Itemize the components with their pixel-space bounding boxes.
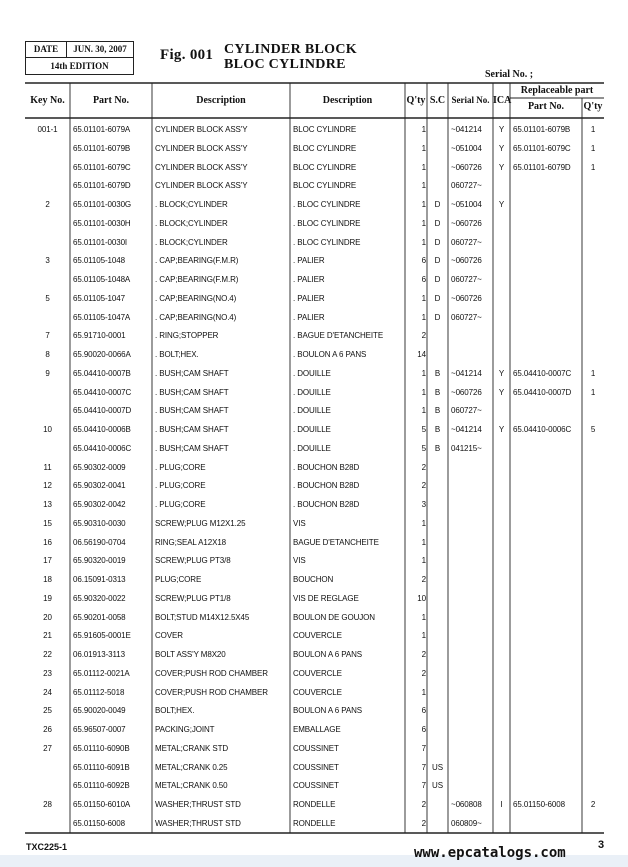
col-rep-qty: Q'ty xyxy=(583,101,603,112)
part-no-cell: 65.01112-5018 xyxy=(73,687,125,697)
qty-cell: 7 xyxy=(421,762,426,772)
description-en-cell: METAL;CRANK 0.25 xyxy=(155,762,228,772)
sc-cell: B xyxy=(434,368,441,378)
description-en-cell: . BLOCK;CYLINDER xyxy=(155,237,228,247)
replaceable-part-no-cell: 65.04410-0006C xyxy=(513,425,572,434)
sc-cell: D xyxy=(434,218,441,228)
edition-label: 14th EDITION xyxy=(50,61,109,71)
qty-cell: 6 xyxy=(421,725,426,734)
part-no-cell: 65.96507-0007 xyxy=(73,725,126,734)
description-fr-cell: . BOULON A 6 PANS xyxy=(293,350,367,359)
part-no-cell: 65.01101-0030G xyxy=(73,200,132,209)
key-no-cell: 001-1 xyxy=(37,125,58,134)
qty-cell: 2 xyxy=(421,668,426,678)
serial-no-cell: 060727~ xyxy=(451,312,482,322)
description-fr-cell: BOULON A 6 PANS xyxy=(293,650,363,659)
description-en-cell: CYLINDER BLOCK ASS'Y xyxy=(155,181,248,191)
part-no-cell: 65.01101-6079C xyxy=(73,162,131,172)
replaceable-part-no-cell: 65.01101-6079D xyxy=(513,162,571,172)
key-no-cell: 26 xyxy=(43,725,52,734)
col-serial-no: Serial No. xyxy=(451,95,490,105)
col-qty: Q'ty xyxy=(406,95,426,106)
description-en-cell: CYLINDER BLOCK ASS'Y xyxy=(155,125,248,134)
sc-cell: B xyxy=(434,443,441,453)
serial-no-cell: ~060808 xyxy=(451,800,482,809)
part-no-cell: 65.01112-0021A xyxy=(73,668,130,678)
description-fr-cell: . DOUILLE xyxy=(293,443,331,453)
qty-cell: 1 xyxy=(421,181,426,191)
part-no-cell: 65.90201-0058 xyxy=(73,612,126,622)
part-no-cell: 65.01110-6090B xyxy=(73,743,130,753)
website-watermark: www.epcatalogs.com xyxy=(414,845,566,861)
replaceable-qty-cell: 1 xyxy=(590,368,596,378)
qty-cell: 1 xyxy=(421,218,426,228)
replaceable-qty-cell: 1 xyxy=(590,143,596,153)
ica-cell: Y xyxy=(498,387,505,397)
description-fr-cell: . DOUILLE xyxy=(293,425,331,434)
part-no-cell: 65.01105-1048A xyxy=(73,275,131,284)
ica-cell: Y xyxy=(498,125,505,134)
qty-cell: 1 xyxy=(421,631,426,641)
description-en-cell: . CAP;BEARING(F.M.R) xyxy=(155,256,239,266)
part-no-cell: 65.01101-6079B xyxy=(73,143,131,153)
qty-cell: 1 xyxy=(421,312,426,322)
key-no-cell: 2 xyxy=(45,200,50,209)
description-en-cell: . BUSH;CAM SHAFT xyxy=(155,443,229,453)
key-no-cell: 25 xyxy=(43,706,52,716)
serial-number-label: Serial No. ; xyxy=(485,69,534,80)
ica-cell: Y xyxy=(498,368,505,378)
description-fr-cell: BAGUE D'ETANCHEITE xyxy=(293,537,379,547)
part-no-cell: 65.90310-0030 xyxy=(73,518,126,528)
sc-cell: B xyxy=(434,425,441,434)
serial-no-cell: ~041214 xyxy=(451,368,482,378)
description-en-cell: COVER;PUSH ROD CHAMBER xyxy=(155,668,268,678)
qty-cell: 2 xyxy=(421,818,426,828)
sc-cell: US xyxy=(432,762,443,772)
key-no-cell: 21 xyxy=(43,631,52,641)
description-en-cell: . BLOCK;CYLINDER xyxy=(155,218,228,228)
description-en-cell: BOLT;HEX. xyxy=(155,706,195,716)
qty-cell: 1 xyxy=(421,518,426,528)
part-no-cell: 65.91710-0001 xyxy=(73,331,126,341)
sc-cell: D xyxy=(434,293,441,303)
qty-cell: 1 xyxy=(421,237,426,247)
description-fr-cell: EMBALLAGE xyxy=(293,725,341,734)
replaceable-qty-cell: 1 xyxy=(590,125,596,134)
description-en-cell: . PLUG;CORE xyxy=(155,481,206,491)
description-en-cell: WASHER;THRUST STD xyxy=(155,818,241,828)
description-fr-cell: . BLOC CYLINDRE xyxy=(293,237,361,247)
description-fr-cell: RONDELLE xyxy=(293,818,336,828)
serial-no-cell: 060727~ xyxy=(451,237,482,247)
serial-no-cell: ~051004 xyxy=(451,143,482,153)
sc-cell: D xyxy=(434,200,441,209)
replaceable-qty-cell: 2 xyxy=(590,800,596,809)
serial-no-cell: ~060726 xyxy=(451,218,482,228)
serial-no-cell: 060809~ xyxy=(451,818,482,828)
description-fr-cell: . DOUILLE xyxy=(293,406,331,416)
sc-cell: D xyxy=(434,312,441,322)
qty-cell: 14 xyxy=(417,350,426,359)
ica-cell: I xyxy=(500,800,503,809)
replaceable-qty-cell: 1 xyxy=(590,162,596,172)
sc-cell: B xyxy=(434,387,441,397)
figure-number: Fig. 001 xyxy=(160,47,214,63)
title-english: CYLINDER BLOCK xyxy=(224,42,357,57)
part-no-cell: 65.90302-0041 xyxy=(73,481,126,491)
part-no-cell: 65.04410-0007C xyxy=(73,387,132,397)
part-no-cell: 65.01101-6079A xyxy=(73,125,131,134)
part-no-cell: 65.01110-6092B xyxy=(73,781,130,791)
part-no-cell: 65.01150-6010A xyxy=(73,800,131,809)
description-en-cell: METAL;CRANK STD xyxy=(155,743,229,753)
description-en-cell: BOLT;STUD M14X12.5X45 xyxy=(155,612,250,622)
description-fr-cell: . DOUILLE xyxy=(293,387,331,397)
description-en-cell: . CAP;BEARING(F.M.R) xyxy=(155,275,239,284)
replaceable-part-no-cell: 65.01101-6079C xyxy=(513,143,571,153)
serial-no-cell: ~060726 xyxy=(451,293,482,303)
replaceable-part-no-cell: 65.01101-6079B xyxy=(513,125,571,134)
qty-cell: 1 xyxy=(421,406,426,416)
part-no-cell: 65.04410-0007D xyxy=(73,406,132,416)
key-no-cell: 12 xyxy=(43,481,52,491)
description-fr-cell: VIS xyxy=(293,556,306,566)
description-en-cell: . BLOCK;CYLINDER xyxy=(155,200,228,209)
qty-cell: 6 xyxy=(421,706,426,716)
part-no-cell: 65.91605-0001E xyxy=(73,631,131,641)
description-en-cell: . BUSH;CAM SHAFT xyxy=(155,368,229,378)
serial-no-cell: ~041214 xyxy=(451,425,482,434)
description-en-cell: . BUSH;CAM SHAFT xyxy=(155,387,229,397)
part-no-cell: 65.90302-0009 xyxy=(73,462,126,472)
qty-cell: 1 xyxy=(421,200,426,209)
description-en-cell: METAL;CRANK 0.50 xyxy=(155,781,228,791)
description-fr-cell: . PALIER xyxy=(293,275,325,284)
key-no-cell: 24 xyxy=(43,687,52,697)
document-code: TXC225-1 xyxy=(26,842,68,852)
part-no-cell: 06.56190-0704 xyxy=(73,537,126,547)
ica-cell: Y xyxy=(498,143,505,153)
part-no-cell: 65.01105-1047A xyxy=(73,312,131,322)
qty-cell: 2 xyxy=(421,650,426,659)
qty-cell: 2 xyxy=(421,800,426,809)
key-no-cell: 19 xyxy=(43,593,52,603)
description-en-cell: SCREW;PLUG PT3/8 xyxy=(155,556,231,566)
description-en-cell: . CAP;BEARING(NO.4) xyxy=(155,293,237,303)
description-en-cell: SCREW;PLUG PT1/8 xyxy=(155,593,231,603)
key-no-cell: 22 xyxy=(43,650,52,659)
description-fr-cell: . PALIER xyxy=(293,293,325,303)
serial-no-cell: 060727~ xyxy=(451,275,482,284)
col-ica: ICA xyxy=(493,95,512,106)
description-fr-cell: . BOUCHON B28D xyxy=(293,481,360,491)
qty-cell: 6 xyxy=(421,256,426,266)
qty-cell: 6 xyxy=(421,275,426,284)
description-en-cell: CYLINDER BLOCK ASS'Y xyxy=(155,143,248,153)
description-fr-cell: . BLOC CYLINDRE xyxy=(293,218,361,228)
part-no-cell: 65.90020-0066A xyxy=(73,350,131,359)
col-description-en: Description xyxy=(196,95,246,106)
description-fr-cell: . BAGUE D'ETANCHEITE xyxy=(293,331,384,341)
serial-no-cell: 060727~ xyxy=(451,181,482,191)
description-fr-cell: . PALIER xyxy=(293,256,325,266)
key-no-cell: 28 xyxy=(43,800,52,809)
part-no-cell: 65.04410-0006B xyxy=(73,425,131,434)
date-label: DATE xyxy=(26,42,67,57)
serial-no-cell: ~060726 xyxy=(451,162,482,172)
description-fr-cell: BLOC CYLINDRE xyxy=(293,162,357,172)
description-en-cell: . PLUG;CORE xyxy=(155,462,206,472)
qty-cell: 1 xyxy=(421,162,426,172)
description-fr-cell: BOULON A 6 PANS xyxy=(293,706,363,716)
description-fr-cell: BLOC CYLINDRE xyxy=(293,181,357,191)
date-value: JUN. 30, 2007 xyxy=(73,44,127,54)
part-no-cell: 65.90302-0042 xyxy=(73,500,126,509)
qty-cell: 1 xyxy=(421,537,426,547)
key-no-cell: 10 xyxy=(43,425,52,434)
serial-no-cell: ~060726 xyxy=(451,256,482,266)
key-no-cell: 27 xyxy=(43,743,52,753)
ica-cell: Y xyxy=(498,162,505,172)
part-no-cell: 65.01110-6091B xyxy=(73,762,130,772)
key-no-cell: 9 xyxy=(45,368,50,378)
description-fr-cell: . PALIER xyxy=(293,312,325,322)
qty-cell: 2 xyxy=(421,331,426,341)
key-no-cell: 16 xyxy=(43,537,52,547)
description-en-cell: PACKING;JOINT xyxy=(155,725,215,734)
description-en-cell: COVER xyxy=(155,631,183,641)
qty-cell: 1 xyxy=(421,612,426,622)
description-fr-cell: . BOUCHON B28D xyxy=(293,462,360,472)
part-no-cell: 65.04410-0007B xyxy=(73,368,131,378)
ica-cell: Y xyxy=(498,425,505,434)
qty-cell: 2 xyxy=(421,481,426,491)
key-no-cell: 17 xyxy=(43,556,52,566)
qty-cell: 3 xyxy=(421,500,426,509)
part-no-cell: 65.01150-6008 xyxy=(73,818,125,828)
description-fr-cell: COUSSINET xyxy=(293,743,339,753)
replaceable-part-no-cell: 65.01150-6008 xyxy=(513,800,565,809)
description-en-cell: . BUSH;CAM SHAFT xyxy=(155,406,229,416)
title-french: BLOC CYLINDRE xyxy=(224,57,346,72)
description-en-cell: . BUSH;CAM SHAFT xyxy=(155,425,229,434)
key-no-cell: 13 xyxy=(43,500,52,509)
sc-cell: D xyxy=(434,256,441,266)
description-fr-cell: BLOC CYLINDRE xyxy=(293,125,357,134)
replaceable-part-no-cell: 65.04410-0007D xyxy=(513,387,572,397)
description-en-cell: . RING;STOPPER xyxy=(155,331,219,341)
qty-cell: 1 xyxy=(421,293,426,303)
qty-cell: 5 xyxy=(421,425,426,434)
col-rep-part-no: Part No. xyxy=(527,101,565,112)
col-sc: S.C xyxy=(429,95,446,106)
part-no-cell: 65.01101-0030H xyxy=(73,218,131,228)
replaceable-part-no-cell: 65.04410-0007C xyxy=(513,368,572,378)
sc-cell: US xyxy=(432,781,443,791)
col-description-fr: Description xyxy=(322,95,373,106)
description-fr-cell: COUVERCLE xyxy=(293,631,342,641)
qty-cell: 2 xyxy=(421,462,426,472)
serial-no-cell: ~041214 xyxy=(451,125,482,134)
description-en-cell: . PLUG;CORE xyxy=(155,500,206,509)
description-en-cell: CYLINDER BLOCK ASS'Y xyxy=(155,162,248,172)
sc-cell: B xyxy=(434,406,441,416)
key-no-cell: 23 xyxy=(43,668,52,678)
description-fr-cell: BOULON DE GOUJON xyxy=(293,612,375,622)
sc-cell: D xyxy=(434,237,441,247)
replaceable-qty-cell: 5 xyxy=(590,425,596,434)
description-fr-cell: . BLOC CYLINDRE xyxy=(293,200,361,209)
replaceable-qty-cell: 1 xyxy=(590,387,596,397)
description-fr-cell: COUSSINET xyxy=(293,762,339,772)
ica-cell: Y xyxy=(498,200,505,209)
part-no-cell: 65.90020-0049 xyxy=(73,706,126,716)
page-number: 3 xyxy=(598,839,605,851)
description-fr-cell: COUSSINET xyxy=(293,781,339,791)
key-no-cell: 11 xyxy=(43,462,52,472)
col-replaceable-part: Replaceable part xyxy=(520,85,594,96)
key-no-cell: 15 xyxy=(43,518,52,528)
part-no-cell: 06.01913-3113 xyxy=(73,650,125,659)
description-fr-cell: COUVERCLE xyxy=(293,668,342,678)
part-no-cell: 65.90320-0019 xyxy=(73,556,126,566)
qty-cell: 1 xyxy=(421,143,426,153)
description-en-cell: . BOLT;HEX. xyxy=(155,350,199,359)
qty-cell: 7 xyxy=(421,743,426,753)
part-no-cell: 65.01105-1048 xyxy=(73,256,125,266)
sc-cell: D xyxy=(434,275,441,284)
qty-cell: 1 xyxy=(421,387,426,397)
description-en-cell: SCREW;PLUG M12X1.25 xyxy=(155,518,246,528)
key-no-cell: 7 xyxy=(45,331,50,341)
part-no-cell: 65.04410-0006C xyxy=(73,443,132,453)
part-no-cell: 65.01105-1047 xyxy=(73,293,125,303)
serial-no-cell: 060727~ xyxy=(451,406,482,416)
description-en-cell: BOLT ASS'Y M8X20 xyxy=(155,650,226,659)
qty-cell: 2 xyxy=(421,575,426,584)
description-fr-cell: VIS xyxy=(293,518,306,528)
description-fr-cell: COUVERCLE xyxy=(293,687,342,697)
key-no-cell: 5 xyxy=(45,293,50,303)
qty-cell: 5 xyxy=(421,443,426,453)
qty-cell: 7 xyxy=(421,781,426,791)
key-no-cell: 3 xyxy=(45,256,50,266)
description-en-cell: COVER;PUSH ROD CHAMBER xyxy=(155,687,268,697)
qty-cell: 1 xyxy=(421,687,426,697)
qty-cell: 10 xyxy=(417,593,426,603)
col-key-no: Key No. xyxy=(30,95,65,106)
part-no-cell: 65.01101-0030I xyxy=(73,237,128,247)
key-no-cell: 8 xyxy=(45,350,50,359)
description-en-cell: RING;SEAL A12X18 xyxy=(155,537,227,547)
description-fr-cell: . BOUCHON B28D xyxy=(293,500,360,509)
part-no-cell: 65.90320-0022 xyxy=(73,593,126,603)
description-fr-cell: VIS DE REGLAGE xyxy=(293,593,359,603)
serial-no-cell: ~060726 xyxy=(451,387,482,397)
description-en-cell: . CAP;BEARING(NO.4) xyxy=(155,312,237,322)
part-no-cell: 65.01101-6079D xyxy=(73,181,131,191)
key-no-cell: 18 xyxy=(43,575,52,584)
description-fr-cell: BLOC CYLINDRE xyxy=(293,143,357,153)
serial-no-cell: 041215~ xyxy=(451,443,482,453)
description-fr-cell: . DOUILLE xyxy=(293,368,331,378)
description-en-cell: PLUG;CORE xyxy=(155,575,202,584)
description-en-cell: WASHER;THRUST STD xyxy=(155,800,241,809)
qty-cell: 1 xyxy=(421,368,426,378)
description-fr-cell: BOUCHON xyxy=(293,575,334,584)
key-no-cell: 20 xyxy=(43,612,52,622)
qty-cell: 1 xyxy=(421,556,426,566)
qty-cell: 1 xyxy=(421,125,426,134)
serial-no-cell: ~051004 xyxy=(451,200,482,209)
col-part-no: Part No. xyxy=(92,95,130,106)
part-no-cell: 06.15091-0313 xyxy=(73,575,126,584)
description-fr-cell: RONDELLE xyxy=(293,800,336,809)
